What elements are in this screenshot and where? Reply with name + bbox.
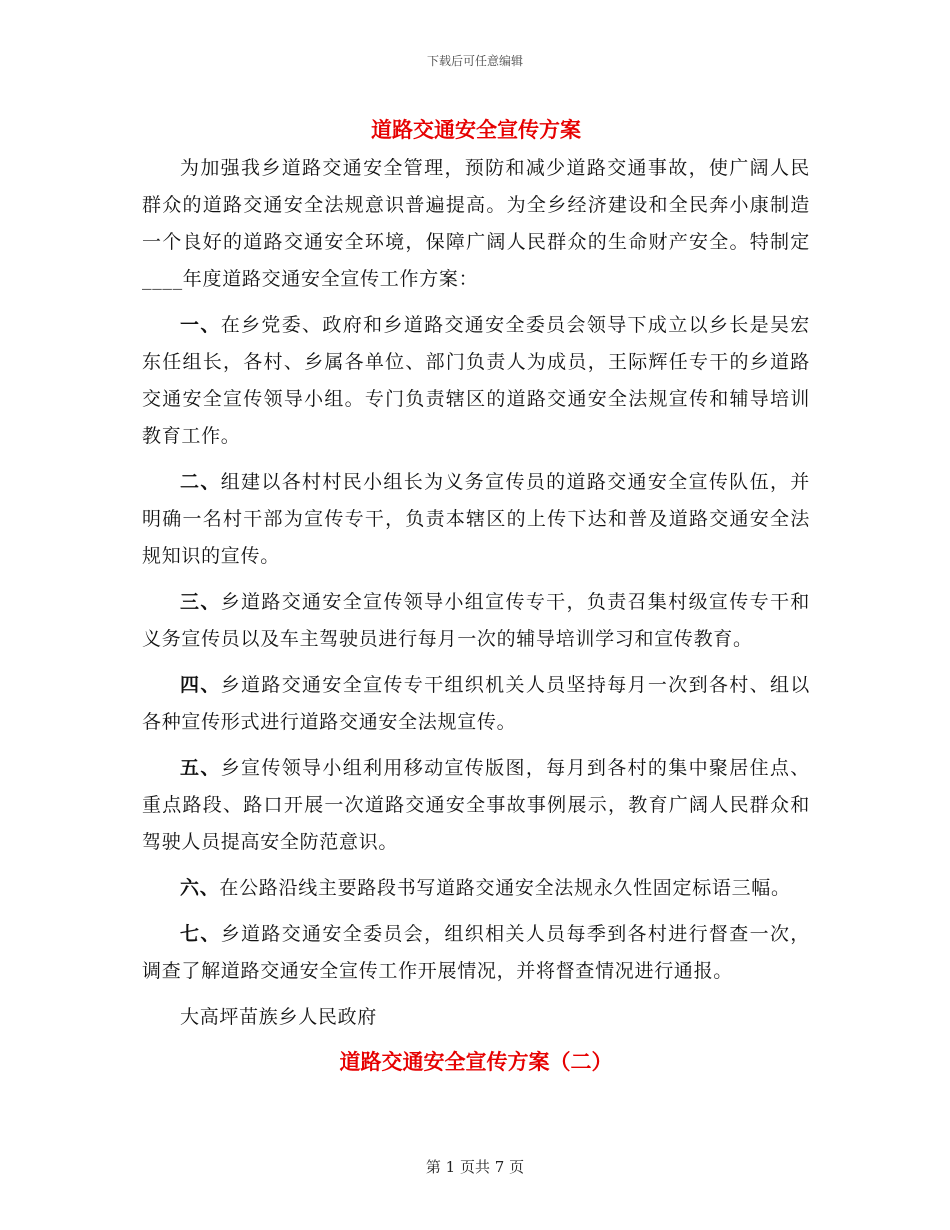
list-item: [142, 870, 810, 907]
item-text: 在公路沿线主要路段书写道路交通安全法规永久性固定标语三幅。: [219, 877, 791, 899]
item-number: 一、: [180, 314, 221, 336]
intro-paragraph: 为加强我乡道路交通安全管理，预防和减少道路交通事故，使广阔人民群众的道路交通安全法规意识普遍提高。为全乡经济建设和全民奔小康制造一个良好的道路交通安全环境，保障广阔人民群众的生命财产安全。特制定____年度道路交通安全宣传工作方案：: [142, 157, 810, 290]
item-text: 乡宣传领导小组利用移动宣传版图，每月到各村的集中聚居住点、重点路段、路口开展一次道路交通安全事故事例展示，教育广阔人民群众和驾驶人员提高安全防范意识。: [142, 757, 810, 853]
list-item: [142, 464, 810, 575]
item-number: 五、: [180, 757, 221, 779]
signature: 大高坪苗族乡人民政府: [180, 1006, 378, 1028]
document-title: 道路交通安全宣传方案: [371, 117, 581, 142]
list-item: [142, 307, 810, 455]
document-subtitle: 道路交通安全宣传方案（二）: [339, 1049, 613, 1074]
list-item: [142, 667, 810, 741]
item-number: 二、: [180, 471, 221, 493]
item-text: 组建以各村村民小组长为义务宣传员的道路交通安全宣传队伍，并明确一名村干部为宣传专干，负责本辖区的上传下达和普及道路交通安全法规知识的宣传。: [142, 471, 810, 567]
list-item: [142, 750, 810, 861]
document-body: [142, 110, 810, 1084]
item-number: 四、: [180, 674, 221, 696]
list-item: [142, 916, 810, 990]
item-number: 六、: [180, 877, 220, 899]
item-list: [142, 307, 810, 990]
list-item: [142, 584, 810, 658]
page-header: 下载后可任意编辑: [426, 54, 523, 68]
page-footer: 第 1 页共 7 页: [425, 1158, 525, 1176]
item-text: 乡道路交通安全委员会，组织相关人员每季到各村进行督查一次，调查了解道路交通安全宣传工作开展情况，并将督查情况进行通报。: [142, 923, 810, 982]
item-text: 乡道路交通安全宣传专干组织机关人员坚持每月一次到各村、组以各种宣传形式进行道路交通安全法规宣传。: [142, 674, 810, 733]
item-number: 三、: [180, 591, 221, 613]
item-number: 七、: [180, 923, 221, 945]
item-text: 在乡党委、政府和乡道路交通安全委员会领导下成立以乡长是吴宏东任组长，各村、乡属各单位、部门负责人为成员，王际辉任专干的乡道路交通安全宣传领导小组。专门负责辖区的道路交通安全法规宣传和辅导培训教育工作。: [142, 314, 810, 447]
item-text: 乡道路交通安全宣传领导小组宣传专干，负责召集村级宣传专干和义务宣传员以及车主驾驶员进行每月一次的辅导培训学习和宣传教育。: [142, 591, 810, 650]
